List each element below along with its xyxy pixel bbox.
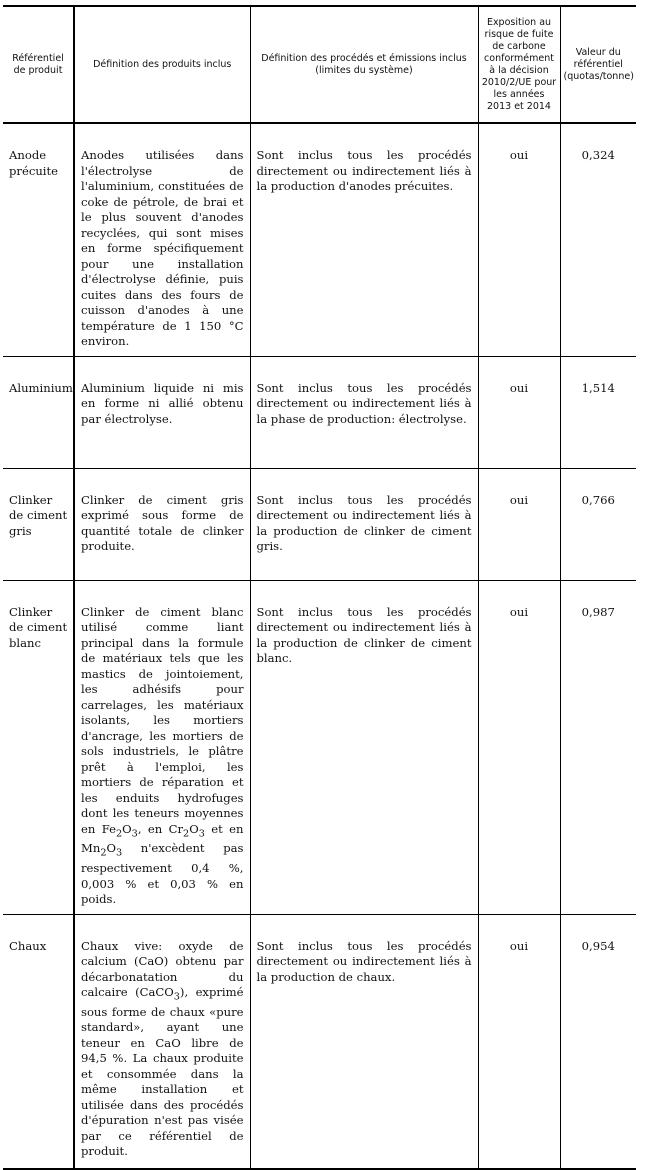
header-value: Valeur du référentiel (quotas/tonne) — [560, 6, 636, 123]
cell-products: Anodes utilisées dans l'électrolyse de l'aluminium, constituées de coke de pétrole, de brai et le plus souvent d'anodes recyclées, qui sont mises en forme spécifiquement pour une installation d'électrolyse définie, puis cuites dans des fours de cuisson d'anodes à une température de 1 150 °C environ. — [74, 123, 250, 356]
products-text: O — [106, 841, 117, 856]
products-text: O — [122, 821, 132, 836]
cell-benchmark: Anode précuite — [3, 123, 74, 356]
table-row — [3, 356, 636, 468]
cell-benchmark: Clinker de ciment blanc — [3, 580, 74, 914]
header-carbon-leakage: Exposition au risque de fuite de carbone conformément à la décision 2010/2/UE pour les années 2013 et 2014 — [478, 6, 560, 123]
subscript: 3 — [198, 827, 205, 839]
subscript: 3 — [131, 827, 138, 839]
header-benchmark: Référentiel de produit — [3, 6, 74, 123]
subscript: 3 — [173, 991, 180, 1003]
products-text: n'excèdent pas respectivement 0,4 %, 0,003 % et 0,03 % en poids. — [81, 841, 244, 907]
subscript: 2 — [100, 847, 107, 859]
cell-carbon-leakage: oui — [478, 580, 560, 914]
table-row — [3, 468, 636, 580]
cell-carbon-leakage: oui — [478, 356, 560, 468]
cell-benchmark: Clinker de ciment gris — [3, 468, 74, 580]
subscript: 2 — [183, 827, 190, 839]
cell-benchmark: Chaux — [3, 914, 74, 1169]
cell-value: 0,324 — [560, 123, 636, 356]
cell-processes: Sont inclus tous les procédés directement ou indirectement liés à la production d'anodes précuites. — [250, 123, 478, 356]
products-text: , en Cr — [137, 821, 184, 836]
cell-processes: Sont inclus tous les procédés directement ou indirectement liés à la production de clinker de ciment gris. — [250, 468, 478, 580]
products-text: Chaux vive: oxyde de calcium (CaO) obtenu par décarbonatation du calcaire (CaCO — [81, 938, 244, 1000]
cell-benchmark: Aluminium — [3, 356, 74, 468]
cell-products — [74, 580, 250, 914]
cell-products — [74, 914, 250, 1169]
subscript: 2 — [116, 827, 123, 839]
cell-value: 0,954 — [560, 914, 636, 1169]
subscript: 3 — [116, 847, 123, 859]
cell-carbon-leakage: oui — [478, 123, 560, 356]
header-products: Définition des produits inclus — [74, 6, 250, 123]
cell-value: 1,514 — [560, 356, 636, 468]
table-row — [3, 580, 636, 914]
table-row — [3, 123, 636, 356]
table-header-row — [3, 6, 636, 123]
cell-value: 0,766 — [560, 468, 636, 580]
cell-value: 0,987 — [560, 580, 636, 914]
cell-processes: Sont inclus tous les procédés directement ou indirectement liés à la phase de production: électrolyse. — [250, 356, 478, 468]
benchmark-table — [3, 5, 636, 1170]
products-text: ), exprimé sous forme de chaux «pure standard», ayant une teneur en CaO libre de 94,5 %. La chaux produite et consommée dans la même installation et utilisée dans des procédés d'épuration n'est pas visée par ce référentiel de produit. — [81, 985, 244, 1159]
cell-products: Clinker de ciment gris exprimé sous forme de quantité totale de clinker produite. — [74, 468, 250, 580]
cell-processes: Sont inclus tous les procédés directement ou indirectement liés à la production de clinker de ciment blanc. — [250, 580, 478, 914]
cell-carbon-leakage: oui — [478, 914, 560, 1169]
products-text: O — [189, 821, 199, 836]
table-row — [3, 914, 636, 1169]
cell-products: Aluminium liquide ni mis en forme ni allié obtenu par électrolyse. — [74, 356, 250, 468]
cell-carbon-leakage: oui — [478, 468, 560, 580]
header-processes: Définition des procédés et émissions inclus (limites du système) — [250, 6, 478, 123]
products-text: et en Mn — [81, 821, 244, 856]
products-text: Clinker de ciment blanc utilisé comme liant principal dans la formule de matériaux tels que les mastics de jointoiement, les adhésifs pour carrelages, les matériaux isolants, les mortiers d'ancrage, les mortiers de sols industriels, le plâtre prêt à l'emploi, les mortiers de réparation et les enduits hydrofuges dont les teneurs moyennes en Fe — [81, 604, 244, 836]
cell-processes: Sont inclus tous les procédés directement ou indirectement liés à la production de chaux. — [250, 914, 478, 1169]
